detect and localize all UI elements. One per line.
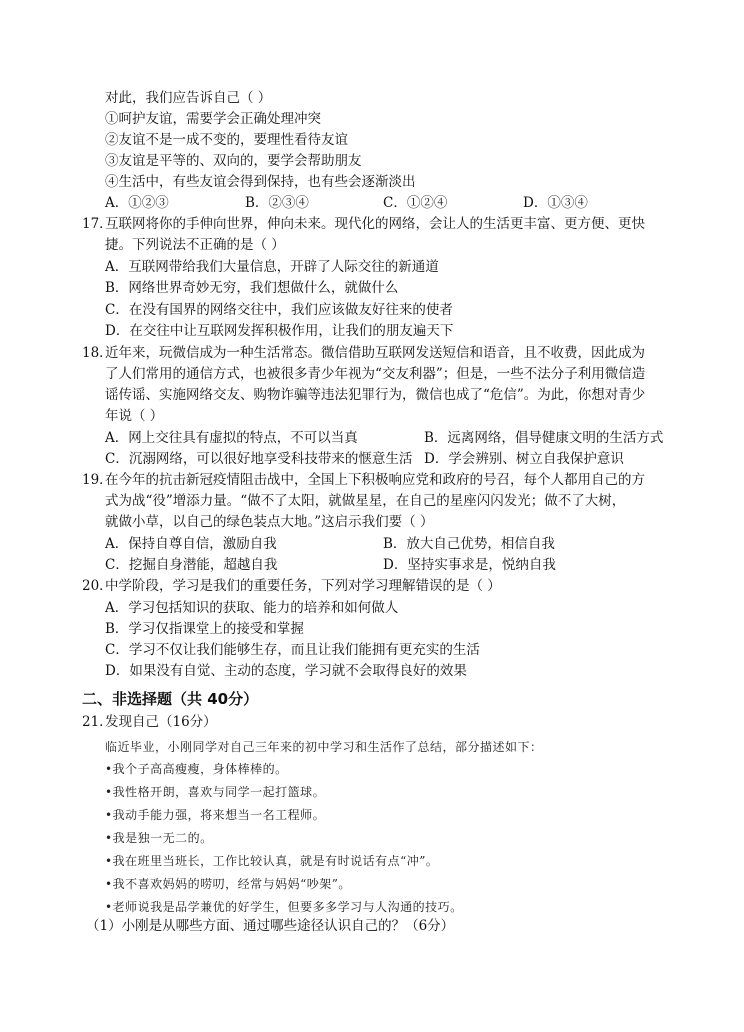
q21-bullet-7: •老师说我是品学兼优的好学生，但要多多学习与人沟通的技巧。 [105,900,463,914]
q18-number: 18． [82,345,113,361]
q20-option-b: B．学习仅指课堂上的接受和掌握 [105,621,304,637]
q21-bullet-2: •我性格开朗，喜欢与同学一起打篮球。 [105,785,326,799]
q17-option-d: D．在交往中让互联网发挥积极作用，让我们的朋友遍天下 [105,323,454,339]
q17-number: 17． [82,216,113,232]
q20-number: 20． [82,578,113,594]
q21-title: 发现自己（16分） [105,714,217,730]
q19-stem-line-1: 在今年的抗击新冠疫情阻击战中，全国上下积极响应党和政府的号召，每个人都用自己的方 [105,472,645,488]
q21-bullet-1: •我个子高高瘦瘦，身体棒棒的。 [105,762,288,776]
q17-stem-line-2: 捷。下列说法不正确的是（ ） [105,237,285,253]
q20-option-d: D．如果没有自觉、主动的态度，学习就不会取得良好的效果 [105,663,467,679]
q16-option-a: A．①②③ [105,195,169,211]
q21-bullet-6: •我不喜欢妈妈的唠叨，经常与妈妈“吵架”。 [105,877,351,891]
q16-statement-1: ①呵护友谊，需要学会正确处理冲突 [105,111,321,127]
q21-bullet-3: •我动手能力强，将来想当一名工程师。 [105,808,326,822]
q18-stem-line-3: 谣传谣、实施网络交友、购物诈骗等违法犯罪行为，微信也成了“危信”。为此，你想对青少 [105,387,646,403]
q16-statement-4: ④生活中，有些友谊会得到保持，也有些会逐渐淡出 [105,174,416,190]
q19-option-c: C．挖掘自身潜能，超越自我 [105,557,278,573]
q20-option-c: C．学习不仅让我们能够生存，而且让我们能拥有更充实的生活 [105,642,480,658]
q20-option-a: A．学习包括知识的获取、能力的培养和如何做人 [105,600,399,616]
q17-option-c: C．在没有国界的网络交往中，我们应该做友好往来的使者 [105,302,453,318]
q18-stem-line-2: 了人们常用的通信方式，也被很多青少年视为“交友利器”；但是，一些不法分子利用微信造 [105,366,646,382]
q18-option-a: A．网上交往具有虚拟的特点，不可以当真 [105,430,358,446]
q17-stem-line-1: 互联网将你的手伸向世界，伸向未来。现代化的网络，会让人的生活更丰富、更方便、更快 [105,216,645,232]
q16-option-c: C．①②④ [383,195,448,211]
q17-option-a: A．互联网带给我们大量信息，开辟了人际交往的新通道 [105,259,439,275]
q19-stem-line-2: 式为战“役”增添力量。“做不了太阳，就做星星，在自己的星座闪闪发光；做不了大树， [105,493,626,509]
q16-option-b: B．②③④ [245,195,309,211]
q18-option-c: C．沉溺网络，可以很好地享受科技带来的惬意生活 [105,451,413,467]
q19-option-a: A．保持自尊自信，激励自我 [105,536,277,552]
q21-subquestion-1: （1）小刚是从哪些方面、通过哪些途径认识自己的？（6分） [86,918,455,934]
q19-number: 19． [82,472,113,488]
q19-option-b: B．放大自己优势，相信自我 [383,536,555,552]
q18-stem-line-4: 年说（ ） [105,408,164,424]
q17-option-b: B．网络世界奇妙无穷，我们想做什么，就做什么 [105,280,399,296]
q18-option-b: B．远离网络，倡导健康文明的生活方式 [424,430,664,446]
q20-stem: 中学阶段，学习是我们的重要任务，下列对学习理解错误的是（ ） [105,578,501,594]
q21-bullet-5: •我在班里当班长，工作比较认真，就是有时说话有点“冲”。 [105,854,439,868]
q21-number: 21． [82,714,113,730]
q16-statement-2: ②友谊不是一成不变的，要理性看待友谊 [105,132,348,148]
section-heading: 二、非选择题（共 40分） [82,690,259,708]
q21-bullet-4: •我是独一无二的。 [105,831,213,845]
q21-intro: 临近毕业，小刚同学对自己三年来的初中学习和生活作了总结，部分描述如下： [105,740,543,754]
q16-statement-3: ③友谊是平等的、双向的，要学会帮助朋友 [105,153,362,169]
q19-option-d: D．坚持实事求是，悦纳自我 [383,557,556,573]
q18-stem-line-1: 近年来，玩微信成为一种生活常态。微信借助互联网发送短信和语音，且不收费，因此成为 [105,345,645,361]
q16-option-d: D．①③④ [523,195,588,211]
q18-option-d: D．学会辨别、树立自我保护意识 [424,451,624,467]
q19-stem-line-3: 就做小草，以自己的绿色装点大地。”这启示我们要（ ） [105,514,434,530]
q16-prompt: 对此，我们应告诉自己（ ） [105,90,272,106]
